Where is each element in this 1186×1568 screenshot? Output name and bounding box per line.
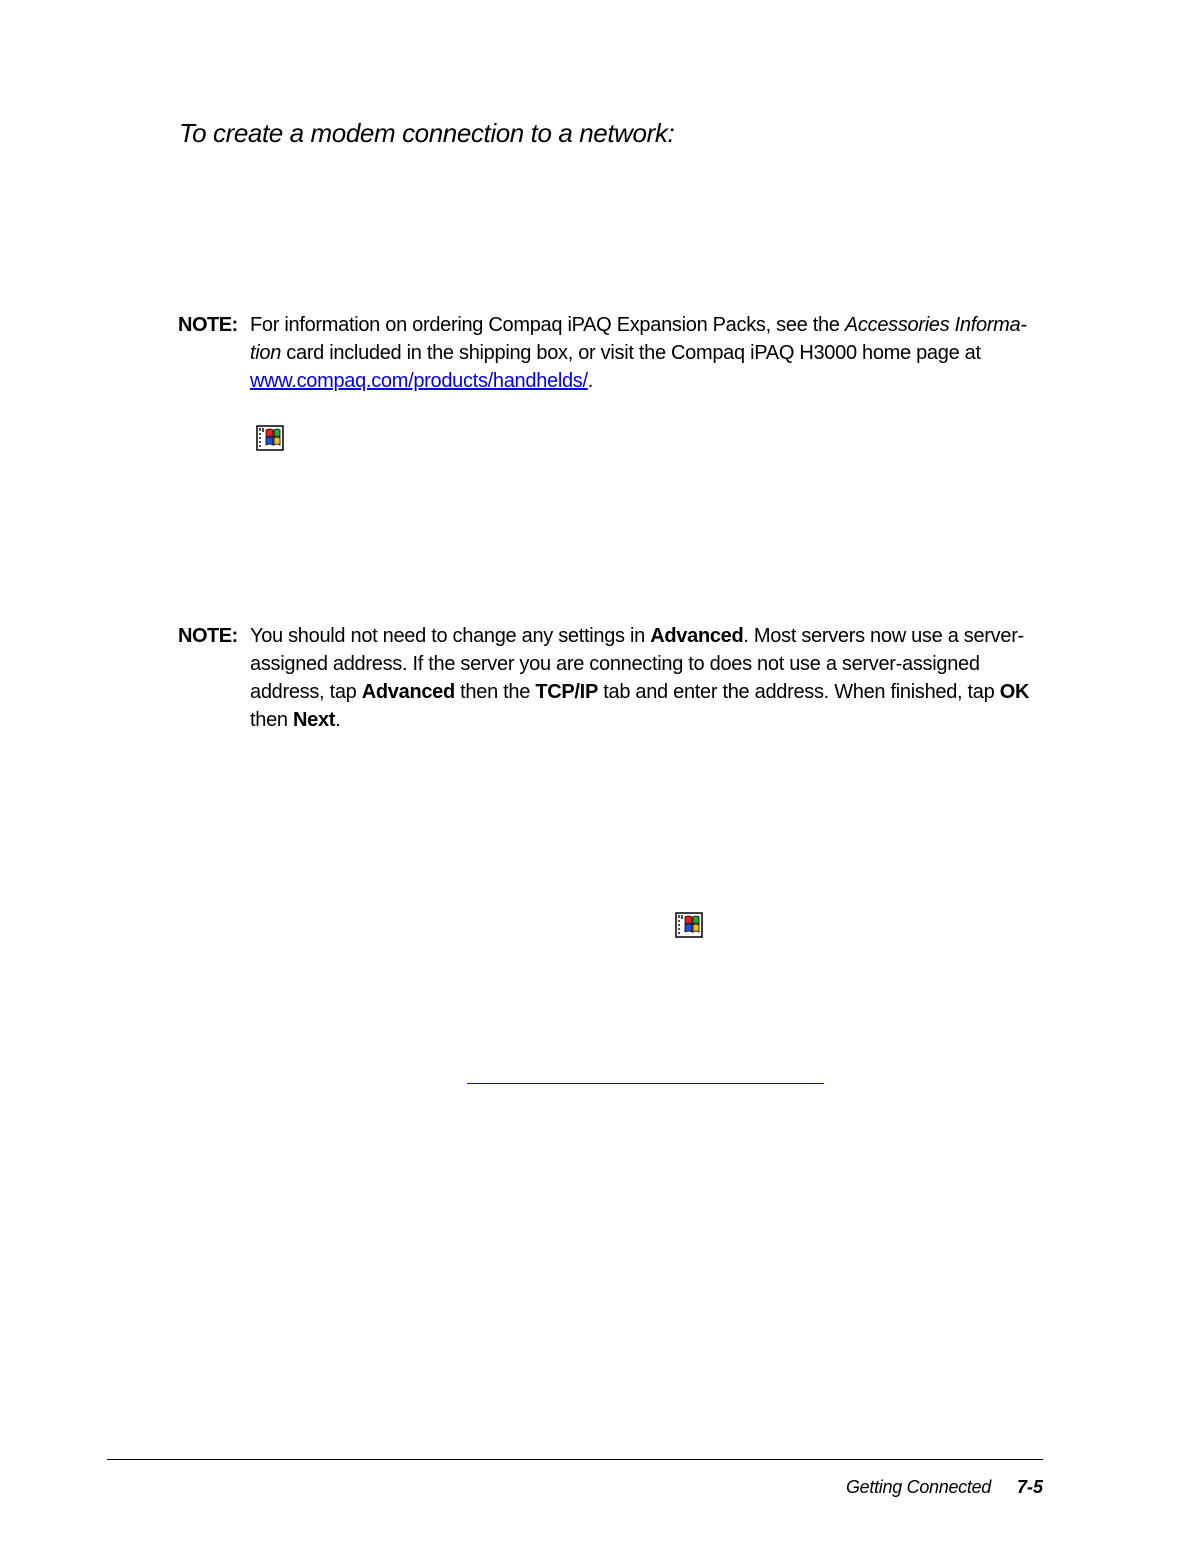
note-body [250,311,1048,395]
note-advanced-settings [178,622,1048,734]
note-ordering-info [178,311,1048,395]
accessories-info-title: Accessories Informa-tion [250,314,1027,364]
ok-term: OK [999,681,1030,703]
advanced-term: Advanced [650,625,744,647]
note-text: card included in the shipping box, or visit the Compaq iPAQ H3000 home page at [281,342,981,364]
compaq-handhelds-link[interactable]: www.compaq.com/products/handhelds/ [250,370,588,392]
start-menu-icon-1 [256,425,284,451]
page-number: 7-5 [1016,1477,1043,1497]
windows-start-flag-icon [256,425,284,451]
note-text: For information on ordering Compaq iPAQ Expansion Packs, see the [250,314,845,336]
note-text: . [587,370,594,392]
note-label: NOTE: [178,314,238,336]
section-heading: To create a modem connection to a network: [179,118,675,148]
note-text: . [335,709,341,731]
advanced-term: Advanced [361,681,455,703]
note-text: . Most servers now use a server-assigned address. If the server you are connecting to does not use a server-assigned address, tap [250,625,1024,703]
hyperlink-underline[interactable] [467,1083,824,1084]
footer-chapter: Getting Connected [845,1477,991,1497]
footer-rule [107,1459,1043,1460]
note-text: You should not need to change any settings in [250,625,651,647]
start-menu-icon-2 [675,912,703,938]
note-text: tab and enter the address. When finished, tap [597,681,1000,703]
tcpip-term: TCP/IP [535,681,598,703]
note-text: then the [454,681,536,703]
note-body [250,622,1048,734]
windows-start-flag-icon [675,912,703,938]
note-text: then [250,709,293,731]
next-term: Next [292,709,336,731]
note-label: NOTE: [178,625,238,647]
page-footer [846,1477,1043,1498]
